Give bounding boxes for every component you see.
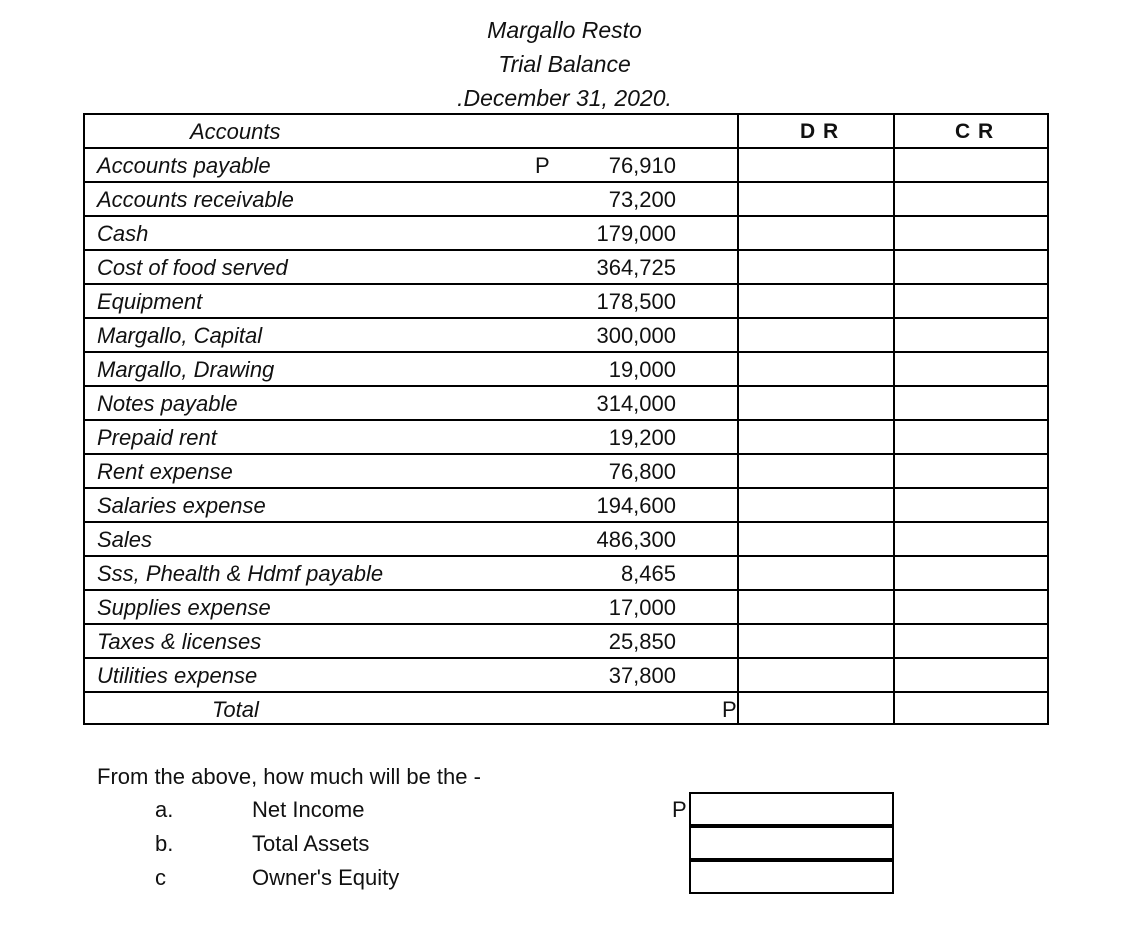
account-amount: 179,000: [596, 221, 676, 246]
cr-input-cell[interactable]: [895, 251, 1045, 283]
table-row: [85, 183, 1047, 217]
dr-input-cell[interactable]: [741, 183, 891, 215]
account-amount: 25,850: [608, 629, 676, 654]
account-amount: 17,000: [608, 595, 676, 620]
cr-input-cell[interactable]: [895, 489, 1045, 521]
cr-input-cell[interactable]: [895, 353, 1045, 385]
dr-input-cell[interactable]: [741, 387, 891, 419]
currency-symbol: P: [535, 153, 550, 178]
cr-input-cell[interactable]: [895, 421, 1045, 453]
dr-input-cell[interactable]: [741, 319, 891, 351]
cr-input-cell[interactable]: [895, 591, 1045, 623]
owners-equity-answer-box[interactable]: [689, 860, 894, 894]
cr-input-cell[interactable]: [895, 455, 1045, 487]
company-name: Margallo Resto: [487, 17, 642, 43]
account-name: Cost of food served: [97, 255, 288, 280]
account-amount: 76,910: [608, 153, 676, 178]
account-amount: 300,000: [596, 323, 676, 348]
cr-input-cell[interactable]: [895, 285, 1045, 317]
table-row: [85, 591, 1047, 625]
account-name: Taxes & licenses: [97, 629, 262, 654]
dr-input-cell[interactable]: [741, 659, 891, 691]
total-row: [85, 693, 1047, 727]
account-name: Notes payable: [97, 391, 238, 416]
dr-column-divider: [737, 115, 739, 723]
cr-input-cell[interactable]: [895, 659, 1045, 691]
account-amount: 194,600: [596, 493, 676, 518]
account-amount: 19,000: [608, 357, 676, 382]
account-name: Salaries expense: [97, 493, 266, 518]
account-amount: 19,200: [608, 425, 676, 450]
dr-input-cell[interactable]: [741, 557, 891, 589]
table-row: [85, 387, 1047, 421]
account-amount: 8,465: [620, 561, 676, 586]
table-row: [85, 557, 1047, 591]
dr-input-cell[interactable]: [741, 217, 891, 249]
answer-currency: P: [672, 797, 687, 822]
total-assets-answer-box[interactable]: [689, 826, 894, 860]
cr-input-cell[interactable]: [895, 149, 1045, 181]
report-date: .December 31, 2020.: [457, 85, 672, 111]
table-row: [85, 625, 1047, 659]
account-name: Accounts receivable: [97, 187, 294, 212]
account-amount: 37,800: [608, 663, 676, 688]
account-name: Sss, Phealth & Hdmf payable: [97, 561, 384, 586]
account-name: Rent expense: [97, 459, 233, 484]
table-row: [85, 319, 1047, 353]
question-prompt: From the above, how much will be the -: [97, 764, 481, 789]
table-row: [85, 489, 1047, 523]
account-name: Supplies expense: [97, 595, 271, 620]
question-letter: a.: [155, 797, 174, 822]
question-label: Owner's Equity: [252, 865, 400, 890]
account-name: Margallo, Drawing: [97, 357, 275, 382]
account-amount: 486,300: [596, 527, 676, 552]
dr-input-cell[interactable]: [741, 591, 891, 623]
account-amount: 73,200: [608, 187, 676, 212]
table-row: [85, 251, 1047, 285]
dr-input-cell[interactable]: [741, 455, 891, 487]
cr-input-cell[interactable]: [895, 319, 1045, 351]
cr-input-cell[interactable]: [895, 217, 1045, 249]
cr-input-cell[interactable]: [895, 523, 1045, 555]
dr-input-cell[interactable]: [741, 489, 891, 521]
net-income-answer-box[interactable]: [689, 792, 894, 826]
dr-input-cell[interactable]: [741, 625, 891, 657]
question-label: Total Assets: [252, 831, 370, 856]
column-header-cr: C R: [955, 120, 995, 143]
table-row: [85, 659, 1047, 693]
account-name: Cash: [97, 221, 149, 246]
account-amount: 314,000: [596, 391, 676, 416]
table-header-row: [85, 115, 1047, 149]
account-name: Equipment: [97, 289, 203, 314]
table-row: [85, 455, 1047, 489]
cr-total-cell[interactable]: [895, 693, 1045, 725]
question-label: Net Income: [252, 797, 365, 822]
account-name: Margallo, Capital: [97, 323, 263, 348]
table-row: [85, 421, 1047, 455]
total-currency-symbol: P: [722, 697, 737, 722]
cr-input-cell[interactable]: [895, 183, 1045, 215]
dr-input-cell[interactable]: [741, 285, 891, 317]
dr-total-cell[interactable]: [741, 693, 891, 725]
table-row: [85, 149, 1047, 183]
question-letter: b.: [155, 831, 174, 856]
column-header-dr: D R: [800, 120, 840, 143]
cr-input-cell[interactable]: [895, 625, 1045, 657]
cr-input-cell[interactable]: [895, 557, 1045, 589]
total-label: Total: [212, 697, 259, 722]
trial-balance-table: [83, 113, 1049, 725]
account-name: Prepaid rent: [97, 425, 217, 450]
dr-input-cell[interactable]: [741, 353, 891, 385]
cr-column-divider: [893, 115, 895, 723]
dr-input-cell[interactable]: [741, 523, 891, 555]
account-name: Accounts payable: [97, 153, 271, 178]
account-amount: 178,500: [596, 289, 676, 314]
report-title: Trial Balance: [498, 51, 631, 77]
account-amount: 364,725: [596, 255, 676, 280]
table-row: [85, 217, 1047, 251]
dr-input-cell[interactable]: [741, 251, 891, 283]
table-row: [85, 285, 1047, 319]
table-row: [85, 523, 1047, 557]
account-name: Sales: [97, 527, 153, 552]
column-header-accounts: Accounts: [190, 119, 281, 144]
dr-input-cell[interactable]: [741, 149, 891, 181]
cr-input-cell[interactable]: [895, 387, 1045, 419]
question-letter: c: [155, 865, 166, 890]
table-row: [85, 353, 1047, 387]
dr-input-cell[interactable]: [741, 421, 891, 453]
account-name: Utilities expense: [97, 663, 258, 688]
account-amount: 76,800: [608, 459, 676, 484]
